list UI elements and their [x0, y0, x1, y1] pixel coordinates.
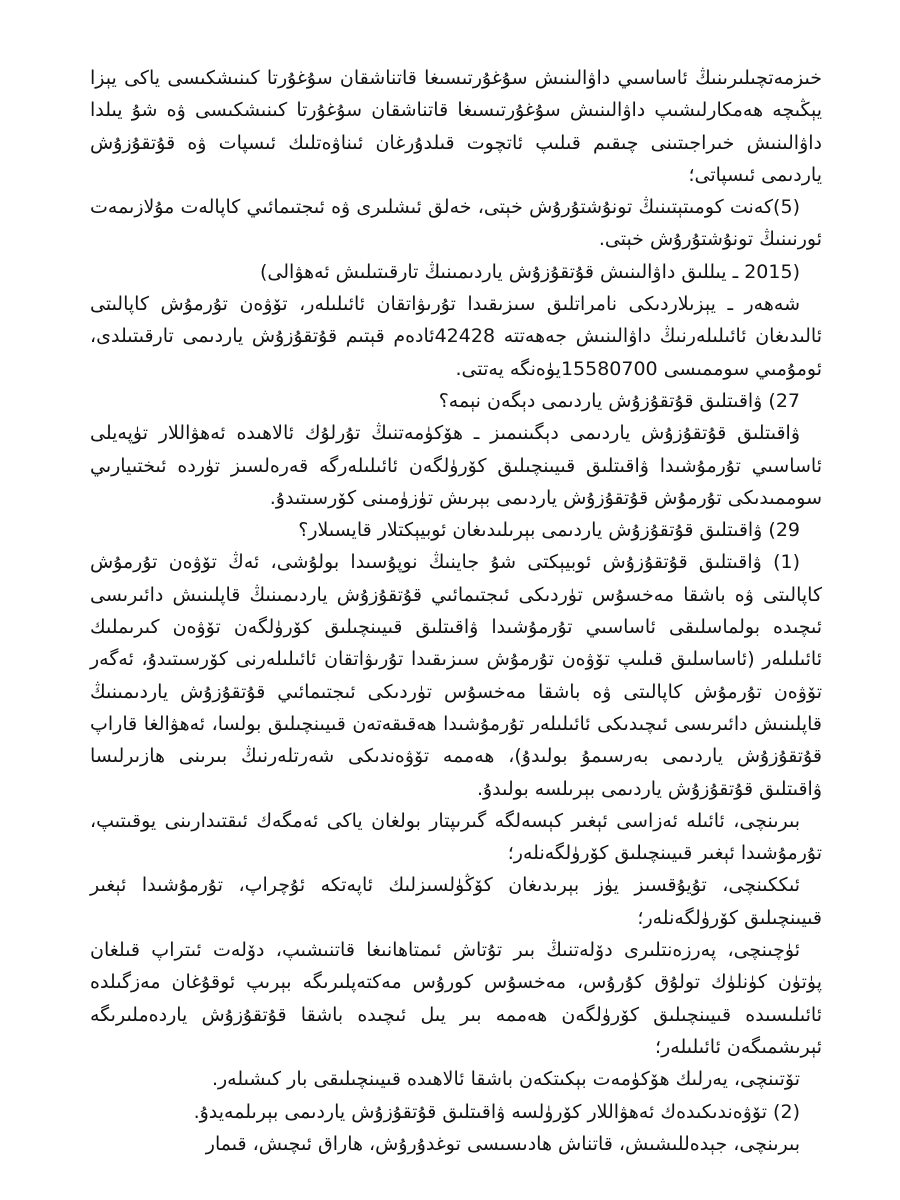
paragraph-eligibility-1: (1) ۋاقىتلىق قۇتقۇزۇش ئوبيېكتى شۇ جاينىڭ نوپۇسىدا بولۇشى، ئەڭ تۆۋەن تۇرمۇش كاپالىتى ۋە باشقا مەخسۇس تۈردىكى ئىجتىمائىي قۇتقۇزۇش ياردىمىنىڭ قاپلىنىش دائىرىسى ئىچىدە بولماسلىقى ئاساسىي تۇرمۇشىدا ۋاقىتلىق قىيىنچىلىق كۆرۈلگەن تۆۋەن كىرىملىك ئائىلىلەر (ئاساسلىق قىلىپ تۆۋەن تۇرمۇش سىزىقىدا تۇرىۋاتقان ئائىلىلەرنى كۆرسىتىدۇ، ئەگەر تۆۋەن تۇرمۇش كاپالىتى ۋە باشقا مەخسۇس تۈردىكى ئىجتىمائىي قۇتقۇزۇش ياردىمىنىڭ قاپلىنىش دائىرىسى ئىچىدىكى ئائىلىلەر تۇرمۇشىدا ھەقىقەتەن قىيىنچىلىق بولسا، ئەھۋالغا قاراپ قۇتقۇزۇش ياردىمى بەرسىمۇ بولىدۇ)، ھەممە تۆۋەندىكى شەرتلەرنىڭ بىرىنى ھازىرلىسا ۋاقىتلىق قۇتقۇزۇش ياردىمى بېرىلسە بولىدۇ. — [90, 551, 822, 800]
section-heading-2015: (2015 ـ يىللىق داۋالىنىش قۇتقۇزۇش ياردىمىنىڭ تارقىتىلىش ئەھۋالى) — [260, 260, 800, 283]
paragraph-condition-fourth: تۆتىنچى، يەرلىك ھۆكۈمەت بېكىتكەن باشقا ئالاھىدە قىيىنچىلىقى بار كىشىلەر. — [211, 1068, 800, 1091]
paragraph-insurance-proof: خىزمەتچىلىرىنىڭ ئاساسىي داۋالىنىش سۇغۇرتىسىغا قاتناشقان سۇغۇرتا كىنىشكىسى ياكى يېزا يېڭىچە ھەمكارلىشىپ داۋالىنىش سۇغۇرتىسىغا قاتناشقان سۇغۇرتا كىنىشكىسى ۋە شۇ يىلدا داۋالىنىش خىراجىتىنى چىقىم قىلىپ ئاتچوت قىلدۇرغان ئىناۋەتلىك ئىسپات ۋە قۇتقۇزۇش ياردىمى ئىسپاتى؛ — [90, 67, 822, 186]
question-heading-29: 29) ۋاقىتلىق قۇتقۇزۇش ياردىمى بېرىلىدىغان ئوبيېكتلار قايسىلار؟ — [298, 519, 800, 542]
paragraph-distribution-stats: شەھەر ـ يېزىلاردىكى نامراتلىق سىزىقىدا تۇرىۋاتقان ئائىلىلەر، تۆۋەن تۇرمۇش كاپالىتى ئالىدىغان ئائىلىلەرنىڭ داۋالىنىش جەھەتتە 42428ئادەم قېتىم قۇتقۇزۇش ياردىمى تارقىتىلدى، ئومۇمىي سوممىسى 15580700يۈەنگە يەتتى. — [90, 293, 822, 380]
paragraph-item-5: (5)كەنت كومىتېتىنىڭ تونۇشتۇرۇش خېتى، خەلق ئىشلىرى ۋە ئىجتىمائىي كاپالەت مۇلازىمەت ئورنىنىڭ تونۇشتۇرۇش خېتى. — [90, 196, 822, 251]
paragraph-condition-first: بىرىنچى، ئائىلە ئەزاسى ئېغىر كېسەلگە گىرىپتار بولغان ياكى ئەمگەك ئىقتىدارىنى يوقىتىپ، تۇرمۇشىدا ئېغىر قىيىنچىلىق كۆرۈلگەنلەر؛ — [90, 809, 822, 865]
paragraph-condition-third: ئۈچىنچى، پەرزەنتلىرى دۆلەتنىڭ بىر تۇتاش ئىمتاھانىغا قاتنىشىپ، دۆلەت ئىتراپ قىلغان پۈتۈن كۈنلۈك تولۇق كۇرۇس، مەخسۇس كورۇس مەكتەپلىرىگە بېرىپ ئوقۇغان مەزگىلدە ئائىلىسىدە قىيىنچىلىق كۆرۈلگەن ھەممە بىر يىل ئىچىدە باشقا قۇتقۇزۇش ياردەملىرىگە ئېرىشمىگەن ئائىلىلەر؛ — [90, 939, 822, 1058]
paragraph-temporary-relief-definition: ۋاقىتلىق قۇتقۇزۇش ياردىمى دېگىنىمىز ـ ھۆكۈمەتنىڭ تۇرلۇك ئالاھىدە ئەھۋاللار تۈپەيلى ئاساسىي تۇرمۇشىدا ۋاقىتلىق قىيىنچىلىق كۆرۈلگەن ئائىلىلەرگە قەرەلسىز تۈردە ئىختىيارىي سوممىدىكى تۇرمۇش قۇتقۇزۇش ياردىمى بېرىش تۈزۈمىنى كۆرسىتىدۇ. — [90, 422, 822, 509]
question-heading-27: 27) ۋاقىتلىق قۇتقۇزۇش ياردىمى دېگەن نېمە؟ — [438, 389, 800, 412]
paragraph-exclusions-2: (2) تۆۋەندىكىدەك ئەھۋاللار كۆرۈلسە ۋاقىتلىق قۇتقۇزۇش ياردىمى بېرىلمەيدۇ. — [193, 1100, 800, 1123]
paragraph-condition-second: ئىككىنچى، تۇيۇقسىز يۈز بېرىدىغان كۆڭۈلسىزلىك ئاپەتكە ئۇچراپ، تۇرمۇشىدا ئېغىر قىيىنچىلىق كۆرۈلگەنلەر؛ — [90, 874, 822, 929]
paragraph-exclusion-first: بىرىنچى، جېدەللىشىش، قاتناش ھادىسىسى توغدۇرۇش، ھاراق ئىچىش، قىمار — [205, 1132, 800, 1155]
